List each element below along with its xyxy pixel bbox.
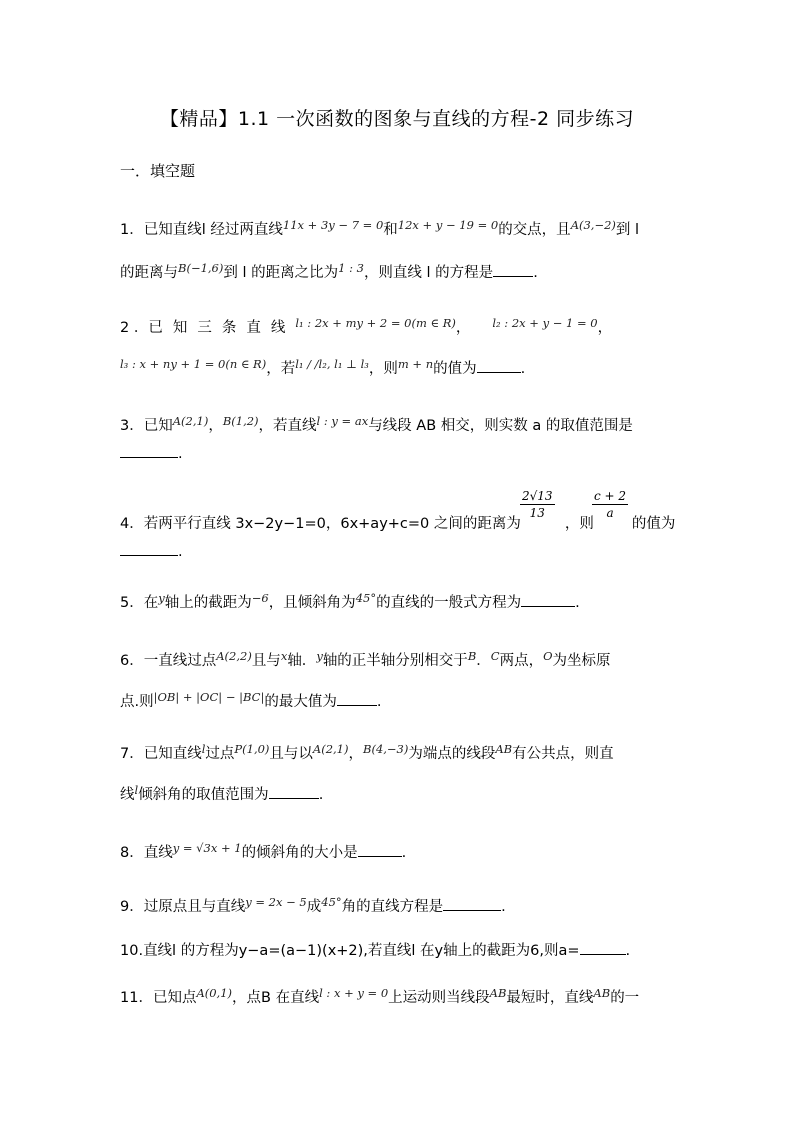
q7-text: ， <box>348 746 363 762</box>
question-8 <box>120 842 676 863</box>
answer-blank[interactable] <box>580 940 626 955</box>
fraction-numerator: 2√13 <box>522 489 553 503</box>
q2-text: ，若 <box>266 361 296 377</box>
q4-text: 的值为 <box>631 516 676 532</box>
answer-blank[interactable] <box>443 896 501 911</box>
q10-text: 直线l 的方程为y−a=(a−1)(x+2),若直线l 在y轴上的截距为6,则a= <box>143 943 580 959</box>
question-2-line-1 <box>120 318 676 338</box>
q2-text: 已知三条直线 <box>148 320 296 336</box>
q11-math: AB <box>593 986 611 1000</box>
q9-text: 成 <box>306 899 322 915</box>
fraction-denominator: 13 <box>529 506 545 520</box>
q3-math: B(1,2) <box>222 414 259 428</box>
question-7-line-1 <box>120 744 676 764</box>
q2-math: l₁ / /l₂, l₁ ⊥ l₃ <box>295 357 369 371</box>
q4-text: ，则 <box>564 516 594 532</box>
q8-number: 8． <box>120 845 144 861</box>
q7-text: . <box>318 787 324 803</box>
q1-text: 的距离与 <box>120 265 178 281</box>
q2-math: l₂ : 2x + y − 1 = 0 <box>492 316 598 330</box>
question-9 <box>120 896 676 917</box>
q1-text: 到 l 的距离之比为 <box>223 265 339 281</box>
q6-text: 一直线过点 <box>143 653 217 669</box>
q2-math: l₁ : 2x + my + 2 = 0(m ∈ R) <box>295 316 456 330</box>
q11-text: 已知点 <box>152 990 197 1006</box>
q11-text: 的一 <box>610 990 640 1006</box>
question-1-line-1 <box>120 220 676 240</box>
q9-math: y = 2x − 5 <box>245 895 307 909</box>
fraction-numerator: c + 2 <box>594 489 627 503</box>
q11-text: 上运动则当线段 <box>388 990 490 1006</box>
q5-text: . <box>575 595 580 611</box>
q2-math: l₃ : x + ny + 1 = 0(n ∈ R) <box>120 357 267 371</box>
q4-text: . <box>178 544 183 560</box>
q11-text: ，点B 在直线 <box>232 990 320 1006</box>
q6-text: 的最大值为 <box>264 694 337 710</box>
q2-text: . <box>520 361 526 377</box>
q1-text: ，则直线 l 的方程是 <box>363 265 494 281</box>
q1-number: 1． <box>120 222 144 238</box>
q11-math: l : x + y = 0 <box>319 986 389 1000</box>
q5-math: −6 <box>251 591 269 605</box>
q7-text: 有公共点，则直 <box>512 746 614 762</box>
q5-text: 的直线的一般式方程为 <box>376 595 522 611</box>
q9-number: 9． <box>120 899 144 915</box>
q3-text: 与线段 AB 相交，则实数 a 的取值范围是 <box>368 418 633 434</box>
q1-text: . <box>533 265 538 281</box>
q11-number: 11． <box>120 990 153 1006</box>
q9-text: 角的直线方程是 <box>341 899 444 915</box>
answer-blank[interactable] <box>521 592 575 607</box>
q7-math: P(1,0) <box>234 742 270 756</box>
q2-text: 的值为 <box>433 361 477 377</box>
q2-text: ，则 <box>368 361 398 377</box>
q1-math: 1 : 3 <box>338 261 364 275</box>
q1-math: B(−1,6) <box>178 261 224 275</box>
q8-math: y = √3x + 1 <box>172 841 242 855</box>
q6-text: 为坐标原 <box>552 653 611 669</box>
q1-text: 已知直线l 经过两直线 <box>143 222 283 238</box>
q5-math: y <box>158 591 165 605</box>
q5-text: 轴上的截距为 <box>164 595 252 611</box>
q3-text: ， <box>208 418 223 434</box>
q6-text: 两点， <box>499 653 544 669</box>
q11-math: AB <box>489 986 507 1000</box>
answer-blank[interactable] <box>358 842 402 857</box>
answer-blank[interactable] <box>477 358 521 373</box>
q3-math: A(2,1) <box>172 414 209 428</box>
q6-text: ． <box>476 653 491 669</box>
answer-blank[interactable] <box>493 262 533 277</box>
q3-math: l : y = ax <box>316 414 369 428</box>
q7-text: 为端点的线段 <box>408 746 496 762</box>
q8-text: 的倾斜角的大小是 <box>241 845 358 861</box>
q9-text: 过原点且与直线 <box>143 899 246 915</box>
q5-math: 45° <box>355 591 377 605</box>
q9-math: 45° <box>321 895 342 909</box>
question-7-line-2 <box>120 784 676 805</box>
q5-text: 在 <box>143 595 159 611</box>
question-5 <box>120 592 676 613</box>
q6-math: y <box>316 649 323 663</box>
page-title: 【精品】1.1 一次函数的图象与直线的方程-2 同步练习 <box>159 108 635 130</box>
answer-blank[interactable] <box>337 691 377 706</box>
q11-text: 最短时，直线 <box>506 990 594 1006</box>
question-3-line-2 <box>120 443 676 464</box>
q7-text: 已知直线 <box>143 746 202 762</box>
answer-blank[interactable] <box>120 443 178 458</box>
q10-number: 10. <box>120 943 144 959</box>
q6-math: B <box>467 649 477 663</box>
q6-math: A(2,2) <box>216 649 252 663</box>
q1-text: 到 l <box>615 222 640 238</box>
q6-text: 轴的正半轴分别相交于 <box>322 653 468 669</box>
q7-text: 线 <box>120 787 135 803</box>
q7-math: l <box>134 783 139 797</box>
q10-text: . <box>625 943 631 959</box>
q3-number: 3． <box>120 418 144 434</box>
q6-text: 点.则 <box>120 694 154 710</box>
question-1-line-2 <box>120 262 676 283</box>
q8-text: 直线 <box>143 845 173 861</box>
question-4-line-1 <box>120 514 676 534</box>
q6-math: C <box>490 649 500 663</box>
answer-blank[interactable] <box>269 784 319 799</box>
q1-math: 11x + 3y − 7 = 0 <box>282 218 384 232</box>
q11-math: A(0,1) <box>196 986 233 1000</box>
q2-number: 2 ． <box>120 320 149 336</box>
section-heading: 一．填空题 <box>120 162 196 180</box>
q1-text: 的交点，且 <box>498 222 571 238</box>
q6-math: x <box>280 649 288 663</box>
question-6-line-2 <box>120 691 676 712</box>
question-10 <box>120 940 676 961</box>
q2-math: m + n <box>397 357 434 371</box>
q3-text: . <box>178 446 183 462</box>
q6-text: 轴． <box>287 653 317 669</box>
q2-text: ， <box>597 320 613 336</box>
q6-text: . <box>376 694 382 710</box>
q9-text: . <box>501 899 506 915</box>
q6-text: 且与 <box>251 653 281 669</box>
q7-number: 7． <box>120 746 144 762</box>
q6-math: |OB| + |OC| − |BC| <box>153 690 265 704</box>
q1-math: 12x + y − 19 = 0 <box>397 218 499 232</box>
fraction-denominator: a <box>606 506 614 520</box>
q6-math: O <box>543 649 553 663</box>
q4-text: 若两平行直线 3x−2y−1=0，6x+ay+c=0 之间的距离为 <box>143 516 521 532</box>
q2-text: ， <box>455 320 471 336</box>
q7-math: B(4,−3) <box>363 742 409 756</box>
q5-text: ，且倾斜角为 <box>268 595 356 611</box>
q7-math: A(2,1) <box>312 742 349 756</box>
q7-math: AB <box>495 742 513 756</box>
q1-text: 和 <box>383 222 398 238</box>
q7-text: 且与以 <box>269 746 313 762</box>
question-4-line-2 <box>120 541 676 562</box>
q8-text: . <box>401 845 407 861</box>
question-3-line-1 <box>120 416 676 436</box>
q7-math: l <box>201 742 206 756</box>
answer-blank[interactable] <box>120 541 178 556</box>
q3-text: ，若直线 <box>258 418 317 434</box>
question-6-line-1 <box>120 651 676 671</box>
q3-text: 已知 <box>143 418 173 434</box>
q7-text: 倾斜角的取值范围为 <box>138 787 269 803</box>
q1-math: A(3,−2) <box>570 218 616 232</box>
question-2-line-2 <box>120 358 676 379</box>
q7-text: 过点 <box>205 746 235 762</box>
q5-number: 5． <box>120 595 144 611</box>
q4-number: 4． <box>120 516 144 532</box>
q6-number: 6． <box>120 653 144 669</box>
question-11 <box>120 988 676 1008</box>
